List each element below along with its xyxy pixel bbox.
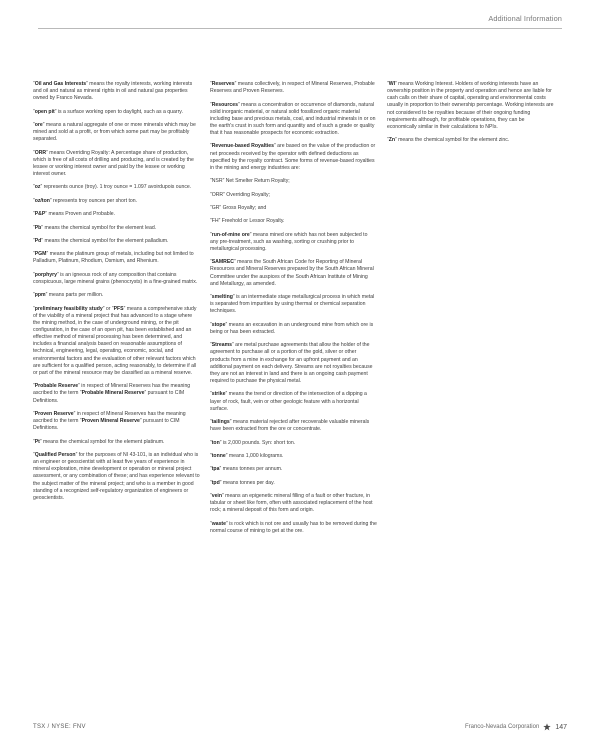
glossary-definition: is rock which is not ore and usually has to be removed during the normal course of mining to get at the ore. — [210, 520, 377, 534]
glossary-term: WI — [388, 81, 395, 87]
glossary-entry: “oz/ton” represents troy ounces per short ton. — [33, 197, 138, 204]
glossary-definition: means the chemical symbol for the element platinum. — [41, 438, 165, 445]
glossary-term: oz — [34, 184, 41, 191]
glossary-definition: means the trend or direction of the intersection of a dipping a layer of rock, fault, vein or other geologic feature with a horizontal surface. — [210, 391, 367, 412]
glossary-term: Zn — [388, 137, 395, 144]
glossary-entry — [210, 178, 377, 185]
glossary-term: tpd — [211, 479, 220, 486]
glossary-entry: “Reserves” means collectively, in respect of Mineral Reserves, Probable Reserves and Proven Reserves. — [210, 81, 375, 95]
glossary-term: Probable Mineral Reserve — [81, 390, 145, 397]
glossary-term: Proven Reserve — [34, 410, 74, 417]
glossary-term: waste — [211, 520, 227, 527]
glossary-entry: “Probable Reserve” in respect of Mineral Reserves has the meaning ascribed to the term “Probable Mineral Reserve” pursuant to CIM Definitions. — [33, 383, 191, 404]
glossary-term: preliminary feasibility study — [34, 305, 103, 312]
glossary-term: Revenue-based Royalties — [211, 143, 275, 150]
header-divider — [38, 28, 562, 29]
glossary-definition: means Proven and Probable. — [47, 211, 116, 218]
star-icon — [543, 723, 551, 731]
glossary-term: tailings — [211, 419, 230, 426]
glossary-entry: “smelting” is an intermediate stage metallurgical process in which metal is separated from impurities by using thermal or chemical separation techniques. — [210, 294, 375, 315]
glossary-definition: represents troy ounces per short ton. — [51, 197, 138, 204]
glossary-term: Oil and Gas Interests — [34, 81, 87, 87]
glossary-definition: means 1,000 kilograms. — [227, 452, 284, 459]
glossary-definition: means parts per million. — [47, 292, 104, 299]
glossary-definition: “ORR” Overriding Royalty; — [210, 191, 270, 198]
glossary-definition: represents ounce (troy). 1 troy ounce = 1.097 avoirdupois ounce. — [42, 184, 192, 191]
glossary-entry: “P&P” means Proven and Probable. — [33, 211, 116, 218]
glossary-entry: “vein” means an epigenetic mineral filling of a fault or other fracture, in tabular or sheet like form, often with associated replacement of the host rock; a mineral deposit of this form and origin. — [210, 492, 373, 514]
glossary-entry: “WI” means Working Interest. Holders of working interests have an ownership position in the property and operation and hence are liable for cash calls on their share of capital, operating and environmental costs usually in proportion to their ownership percentage. Working interests are not considered to be royalties because of their ongoing funding requirements although, for profitable operations, they can be economically similar in their calculations to NPIs. — [387, 81, 554, 130]
glossary-term: open pit — [34, 108, 55, 115]
glossary-definition: means collectively, in respect of Mineral Reserves, Probable Reserves and Proven Reserves. — [210, 81, 375, 95]
glossary-entry: “porphyry” is an igneous rock of any composition that contains conspicuous, large mineral grains (phenocrysts) in a fine-grained matrix. — [33, 271, 198, 285]
glossary-term: tonne — [211, 452, 226, 459]
exchange-listing: TSX / NYSE: FNV — [33, 724, 86, 730]
glossary-term: Reserves — [211, 81, 235, 87]
glossary-term: tpa — [211, 466, 220, 473]
glossary-entry: “Proven Reserve” in respect of Mineral Reserves has the meaning ascribed to the term “Proven Mineral Reserve” pursuant to CIM Definitions. — [33, 410, 186, 432]
glossary-entry: “Revenue-based Royalties” are based on the value of the production or net proceeds received by the operator with defined deductions as specified by the royalty contract. Some forms of revenue-based royalties in the mining and energy industries are: — [210, 143, 376, 171]
glossary-definition: “FH” Freehold or Lessor Royalty. — [210, 218, 285, 225]
glossary-entry: “run-of-mine ore” means mined ore which has not been subjected to any pre-treatment, such as washing, sorting or crushing prior to metallurgical processing. — [210, 231, 368, 252]
glossary-definition: in respect of Mineral Reserves has the meaning ascribed to the term — [33, 383, 191, 397]
glossary-term: smelting — [211, 294, 233, 301]
glossary-term: PFS — [113, 305, 124, 312]
glossary-term: PGM — [34, 251, 47, 258]
glossary-term: run-of-mine ore — [211, 231, 250, 238]
glossary-term: Pt — [34, 438, 40, 445]
glossary-term: strike — [211, 391, 226, 398]
glossary-entry: “waste” is rock which is not ore and usually has to be removed during the normal course of mining to get at the ore. — [210, 520, 377, 534]
glossary-definition: means Working Interest. Holders of working interests have an ownership position in the property and operation and hence are liable for cash calls on their share of capital, operating and environmental costs usually in proportion to their ownership percentage. Working interests are not considered to be royalties because of their ongoing funding requirements although, for profitable operations, they can be economically similar in their calculations to NPIs. — [387, 81, 554, 130]
glossary-definition: for the purposes of NI 43-101, is an individual who is an engineer or geoscientist with at least five years of experience in mineral exploration, mine development or operation or mineral project assessment, or any combination of these; and has experience relevant to the subject matter of the mineral project; and who is a member in good standing of a recognized self-regulatory organization of engineers or geoscientists. — [33, 451, 200, 501]
section-title: Additional Information — [488, 14, 562, 23]
glossary-term: SAMREC — [211, 259, 234, 266]
glossary-term: oz/ton — [34, 197, 50, 204]
glossary-definition: is a surface working open to daylight, such as a quarry. — [56, 108, 183, 115]
glossary-entry: “PGM” means the platinum group of metals, including but not limited to Palladium, Platinum, Rhodium, Osmium, and Rhenium. — [33, 251, 194, 265]
glossary-definition: is an intermediate stage metallurgical process in which metal is separated from impurities by using thermal or chemical separation techniques. — [210, 294, 375, 315]
glossary-term: Resources — [211, 101, 239, 108]
glossary-definition: means tonnes per day. — [221, 479, 275, 486]
glossary-entry: “tonne” means 1,000 kilograms. — [210, 452, 284, 459]
glossary-definition: is an igneous rock of any composition that contains conspicuous, large mineral grains (phenocrysts) in a fine-grained matrix. — [33, 271, 198, 285]
glossary-column-3 — [387, 81, 554, 151]
glossary-entry: “ton” is 2,000 pounds. Syn: short ton. — [210, 439, 296, 446]
glossary-definition: pursuant to CIM Definitions. — [33, 390, 185, 404]
glossary-entry: “tpd” means tonnes per day. — [210, 479, 275, 486]
glossary-definition: means the chemical symbol for the element palladium. — [43, 237, 169, 244]
glossary-term: Proven Mineral Reserve — [81, 418, 140, 425]
glossary-entry: “Zn” means the chemical symbol for the element zinc. — [387, 137, 510, 144]
page-number: 147 — [555, 723, 567, 731]
glossary-term: Streams — [211, 342, 233, 349]
glossary-definition: “GR” Gross Royalty; and — [210, 204, 267, 211]
glossary-definition: means the chemical symbol for the element zinc. — [396, 137, 510, 144]
glossary-term: Pb — [34, 224, 42, 231]
glossary-definition: means a natural aggregate of one or more minerals which may be mined and sold at a profit, or from which some part may be profitably separated. — [33, 122, 196, 143]
glossary-entry: “Pd” means the chemical symbol for the element palladium. — [33, 237, 169, 244]
glossary-term: porphyry — [34, 271, 57, 278]
glossary-definition: means a comprehensive study of the viability of a mineral project that has advanced to a stage where the mining method, in the case of underground mining, or the pit configuration, in the case of an open pit, has been established and an effective method of mineral processing has been determined, and includes a financial analysis based on reasonable assumptions of technical, engineering, legal, operating, economic, social, and environmental factors and the evaluation of other relevant factors which are sufficient for a qualified person, acting reasonably, to determine if all or part of the mineral resource may be classified as a mineral reserve. — [33, 305, 197, 376]
glossary-entry: “ore” means a natural aggregate of one or more minerals which may be mined and sold at a profit, or from which some part may be profitably separated. — [33, 122, 196, 143]
glossary-definition: in respect of Mineral Reserves has the meaning ascribed to the term — [33, 410, 186, 425]
glossary-definition: means the South African Code for Reporting of Mineral Resources and Mineral Reserves prepared by the South African Mineral Committee under the auspices of the South African Institute of Mining and Metallurgy, as amended. — [210, 259, 374, 287]
glossary-entry — [210, 205, 377, 212]
glossary-entry: “Qualified Person” for the purposes of NI 43-101, is an individual who is an engineer or geoscientist with at least five years of experience in mineral exploration, mine development or operation or mineral project assessment, or any combination of these; and has experience relevant to the subject matter of the mineral project; and who is a member in good standing of a recognized self-regulatory organization of engineers or geoscientists. — [33, 451, 200, 501]
glossary-definition: pursuant to CIM Definitions. — [33, 418, 180, 432]
page-footer — [465, 723, 567, 731]
glossary-definition: means tonnes per annum. — [221, 466, 283, 473]
glossary-entry: “SAMREC” means the South African Code for Reporting of Mineral Resources and Mineral Reserves prepared by the South African Mineral Committee under the auspices of the South African Institute of Mining and Metallurgy, as amended. — [210, 259, 374, 287]
glossary-entry: “stope” means an excavation in an underground mine from which ore is being or has been extracted. — [210, 321, 374, 335]
glossary-definition: means a concentration or occurrence of diamonds, natural solid inorganic material, or natural solid fossilized organic material including base and precious metals, coal, and industrial minerals in or on the earth's crust in such form and quantity and of such a grade or quality that it has reasonable prospects for economic extraction. — [210, 101, 376, 137]
glossary-entry: “tpa” means tonnes per annum. — [210, 466, 283, 473]
company-name: Franco-Nevada Corporation — [464, 724, 540, 730]
glossary-definition: means the platinum group of metals, including but not limited to Palladium, Platinum, Rhodium, Osmium, and Rhenium. — [33, 251, 194, 265]
glossary-definition: “NSR” Net Smelter Return Royalty; — [210, 178, 290, 185]
glossary-term: Probable Reserve — [34, 383, 79, 390]
glossary-term: Qualified Person — [34, 451, 76, 458]
glossary-definition: means an excavation in an underground mine from which ore is being or has been extracted. — [210, 321, 374, 335]
glossary-entry: “strike” means the trend or direction of the intersection of a dipping a layer of rock, fault, vein or other geologic feature with a horizontal surface. — [210, 391, 367, 412]
glossary-term: ton — [211, 439, 220, 446]
glossary-entry — [210, 218, 377, 225]
glossary-definition: means the chemical symbol for the element lead. — [43, 224, 157, 231]
glossary-term: vein — [211, 492, 223, 499]
glossary-definition: means an epigenetic mineral filling of a fault or other fracture, in tabular or sheet like form, often with associated replacement of the host rock; a mineral deposit of this form and origin. — [210, 492, 373, 514]
glossary-entry: “Resources” means a concentration or occurrence of diamonds, natural solid inorganic material, or natural solid fossilized organic material including base and precious metals, coal, and industrial minerals in or on the earth's crust in such form and quantity and of such a grade or quality that it has reasonable prospects for economic extraction. — [210, 101, 376, 137]
glossary-entry: “Pb” means the chemical symbol for the element lead. — [33, 224, 157, 231]
glossary-entry: “Streams” are metal purchase agreements that allow the holder of the agreement to purchase all or a portion of the gold, silver or other products from a mine in exchange for an upfront payment and an additional payment on each delivery. Streams are not royalties because they are not an interest in land and there is an ongoing cash payment required to purchase the physical metal. — [210, 342, 373, 385]
glossary-term: P&P — [34, 211, 46, 218]
glossary-definition: is 2,000 pounds. Syn: short ton. — [221, 439, 296, 446]
glossary-definition: are metal purchase agreements that allow the holder of the agreement to purchase all or a portion of the gold, silver or other products from a mine in exchange for an upfront payment and an additional payment on each delivery. Streams are not royalties because they are not an interest in land and there is an ongoing cash payment required to purchase the physical metal. — [210, 342, 373, 385]
glossary-definition: means mined ore which has not been subjected to any pre-treatment, such as washing, sorting or crushing prior to metallurgical processing. — [210, 231, 368, 252]
glossary-entry: “open pit” is a surface working open to daylight, such as a quarry. — [33, 108, 183, 115]
glossary-term: ore — [34, 122, 43, 128]
glossary-term: ORR — [34, 149, 47, 156]
glossary-definition: means material rejected after recoverable valuable minerals have been extracted from the ore or concentrate. — [210, 419, 370, 433]
glossary-entry: “preliminary feasibility study” or “PFS” means a comprehensive study of the viability of a mineral project that has advanced to a stage where the mining method, in the case of underground mining, or the pit configuration, in the case of an open pit, has been established and an effective method of mineral processing has been determined, and includes a financial analysis based on reasonable assumptions of technical, engineering, legal, operating, economic, social, and environmental factors and the evaluation of other relevant factors which are sufficient for a qualified person, acting reasonably, to determine if all or part of the mineral resource may be classified as a mineral reserve. — [33, 305, 197, 376]
glossary-definition: means Overriding Royalty: A percentage share of production, which is free of all costs of drilling and producing, and is created by the lessee or working interest owner and paid by the lessee or working interest owner. — [33, 149, 194, 178]
glossary-term: stope — [211, 321, 226, 328]
glossary-definition: means the royalty interests, working interests and oil and natural as mineral rights in oil and natural gas properties owned by Franco Nevada. — [33, 81, 193, 102]
glossary-entry: “Pt” means the chemical symbol for the element platinum. — [33, 438, 165, 445]
glossary-entry: “ppm” means parts per million. — [33, 292, 104, 299]
glossary-column-2 — [210, 81, 377, 541]
glossary-definition: are based on the value of the production or net proceeds received by the operator with defined deductions as specified by the royalty contract. Some forms of revenue-based royalties in the mining and energy industries are: — [210, 143, 376, 171]
glossary-entry: “Oil and Gas Interests” means the royalty interests, working interests and oil and natural as mineral rights in oil and natural gas properties owned by Franco Nevada. — [33, 81, 193, 102]
term-connector: or — [104, 305, 112, 312]
glossary-entry: “ORR” means Overriding Royalty: A percentage share of production, which is free of all costs of drilling and producing, and is created by the lessee or working interest owner and paid by the lessee or working interest owner. — [33, 149, 194, 178]
glossary-column-1 — [33, 81, 200, 508]
glossary-entry: “tailings” means material rejected after recoverable valuable minerals have been extracted from the ore or concentrate. — [210, 419, 370, 433]
glossary-entry — [210, 192, 377, 199]
glossary-term: Pd — [34, 237, 42, 244]
glossary-term: ppm — [34, 292, 46, 299]
glossary-entry: “oz” represents ounce (troy). 1 troy ounce = 1.097 avoirdupois ounce. — [33, 184, 192, 191]
